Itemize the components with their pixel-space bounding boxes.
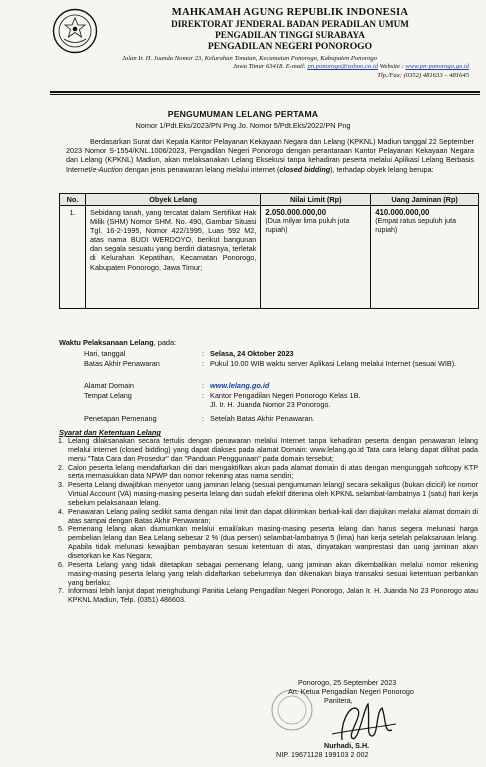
list-item [58, 508, 478, 526]
letterhead-line-2: DIREKTORAT JENDERAL BADAN PERADILAN UMUM [171, 19, 409, 29]
letterhead [100, 7, 480, 53]
term-number: 7. [58, 587, 64, 596]
term-text: Informasi lebih lanjut dapat menghubungi Panitia Lelang Pengadilan Negeri Ponorogo, Jalan Ir. H. Juanda No 23 Ponorogo atau KPKNL Madiun, Telp. (0351) 486603. [68, 587, 478, 605]
schedule-value-deadline: Pukul 10.00 WIB waktu server Aplikasi Lelang melalui Internet (sesuai WIB). [210, 359, 457, 368]
signature-role-2: Panitera, [324, 696, 353, 705]
auction-object-table [59, 193, 479, 309]
row-deposit: 410.000.000,00 [375, 208, 430, 217]
letterhead-line-4: PENGADILAN NEGERI PONOROGO [207, 41, 373, 52]
term-number: 1. [58, 437, 64, 445]
list-item [58, 437, 478, 464]
schedule-colon: : [202, 414, 205, 423]
schedule-label-domain: Alamat Domain [84, 381, 134, 390]
header-divider-thick [50, 91, 480, 93]
terms-list [58, 437, 478, 605]
term-number: 3. [58, 481, 64, 490]
schedule-heading-text: Waktu Pelaksanaan Lelang [59, 338, 154, 347]
term-number: 5. [58, 525, 64, 534]
header-limit: Nilai Limit (Rp) [261, 194, 371, 206]
table-header-row [60, 194, 479, 206]
announcement-title: PENGUMUMAN LELANG PERTAMA [167, 109, 319, 119]
schedule-value-place-address: Jl. Ir. H. Juanda Nomor 23 Ponorogo. [210, 400, 331, 409]
letterhead-line-1: MAHKAMAH AGUNG REPUBLIK INDONESIA [171, 7, 409, 18]
schedule-colon: : [202, 349, 205, 358]
schedule-heading-suffix: , pada: [153, 338, 177, 347]
schedule-heading [59, 338, 176, 347]
term-number: 4. [58, 507, 64, 516]
row-deposit-words: (Empat ratus sepuluh juta rupiah) [375, 217, 457, 234]
signature-place-date: Ponorogo, 25 September 2023 [298, 678, 397, 687]
schedule-colon: : [202, 391, 205, 400]
row-limit: 2.050.000.000,00 [265, 208, 327, 217]
schedule-value-date: Selasa, 24 Oktober 2023 [210, 349, 294, 358]
schedule-value-winner: Setelah Batas Akhir Penawaran. [210, 414, 315, 423]
schedule-label-deadline: Batas Akhir Penawaran [84, 359, 160, 368]
term-text: Peserta Lelang yang tidak ditetapkan sebagai pemenang lelang, uang jaminan akan dikembalikan melalui nomor rekening masing-masing peserta lelang yang telah didaftarkan sebelumnya dan dikenakan biaya transaksi sesuai ketentuan perbankan yang berlaku; [68, 560, 478, 587]
intro-text-3: ), terhadap obyek lelang berupa: [330, 164, 434, 174]
handwritten-signature [312, 690, 402, 750]
schedule-value-domain-link[interactable]: www.lelang.go.id [210, 381, 270, 390]
row-limit-words: (Dua milyar lima puluh juta rupiah) [265, 217, 350, 234]
list-item [58, 481, 478, 508]
court-emblem-logo [52, 8, 98, 54]
intro-text-2: dengan jenis penawaran lelang melalui internet ( [122, 164, 280, 174]
schedule-label-winner: Penetapan Pemenang [84, 414, 157, 423]
row-no: 1. [60, 206, 86, 309]
intro-text-1: Berdasarkan Surat dari Kepala Kantor Pelayanan Kekayaan Negara dan Lelang (KPKNL) Madiun tanggal 22 September 2023 Nomor S-1554/KNL.1006/2023, Pengadilan Negeri Ponorogo dengan perantaraan Kantor Pelayanan Kekayaan Negara dan Lelang (KPKNL) Madiun, akan melaksanakan Lelang Eksekusi tanpa kehadiran peserta melalui Aplikasi Lelang Berbasis Internet/ [66, 137, 474, 174]
list-item [58, 464, 478, 482]
signatory-name: Nurhadi, S.H. [324, 741, 370, 750]
schedule-colon: : [202, 359, 205, 368]
address-line-2b: Website : [378, 63, 406, 71]
schedule-label-date: Hari, tanggal [84, 349, 126, 358]
term-number: 6. [58, 560, 64, 569]
header-divider-thin [50, 94, 480, 95]
announcement-number: Nomor 1/Pdt.Eks/2023/PN Png Jo. Nomor 5/Pdt.Eks/2022/PN Png [135, 121, 351, 130]
header-deposit: Uang Jaminan (Rp) [371, 194, 479, 206]
intro-paragraph [66, 137, 474, 174]
term-number: 2. [58, 463, 64, 472]
term-text: Penawaran Lelang paling sedikit sama dengan nilai limit dan dapat dikirimkan berkali-kali dan diajukan melalui alamat domain di atas sampai dengan Batas Akhir Penawaran; [68, 507, 478, 525]
address-line-2a: Jawa Timur 63418. E-mail: [232, 63, 308, 71]
intro-closed-bidding: closed bidding [279, 164, 331, 174]
address-line-1: Jalan Ir. H. Juanda Nomor 23, Kelurahan Tonatan, Kecamatan Ponorogo, Kabupaten Ponorogo [122, 55, 377, 62]
schedule-colon: : [202, 381, 205, 390]
table-row [60, 206, 479, 309]
schedule-label-place: Tempat Lelang [84, 391, 132, 400]
term-text: Lelang dilaksanakan secara tertulis dengan penawaran melalui Internet tanpa kehadiran peserta dengan penawaran lelang melalui internet (closed bidding) yang dapat diakses pada alamat Domain: www.lelang.go.id Tata cara lelang dapat dilihat pada menu "Tata Cara dan Prosedur" dan "Panduan Penggunaan" pada domain tersebut; [68, 437, 478, 463]
row-object: Sebidang tanah, yang tercatat dalam Sertifikat Hak Milik (SHM) Nomor SHM. No. 490, Gambar Situasi Tgl. 16-2-1995, Nomor 422/1995, Luas 592 M2, atas nama BUDI WERDOYO, berikut bangunan dan segala sesuatu yang berdiri diatasnya, terletak di Kelurahan Kepatihan, Kecamatan Ponorogo, Kabupaten Ponorogo, Jawa Timur; [85, 206, 260, 309]
term-text: Pemenang lelang akan diumumkan melalui email/akun masing-masing peserta lelang dan harus segera melunasi harga pembelian lelang dan Bea Lelang sebesar 2 % (dua persen) selambat-lambatnya 5 (lima) hari kerja setelah pelaksanaan lelang. Apabila tidak melunasi kewajiban pembayaran sesuai ketentuan di atas, dinyatakan wanprestasi dan uang jaminan akan disetorkan ke Kas Negara; [68, 525, 478, 560]
website-link[interactable]: www.pn-ponorogo.go.id [405, 63, 469, 71]
term-text: Calon peserta lelang mendaftarkan diri dan mengaktifkan akun pada alamat domain di atas dengan mengunggah softcopy KTP serta memasukkan data NPWP dan nomor rekening atas nama sendiri; [68, 463, 478, 481]
phone-line: Tlp./Fax: (0352) 481633 – 481645 [377, 71, 469, 79]
email-link[interactable]: pn.ponorogo@yahoo.co.id [307, 63, 379, 71]
row-limit-cell [261, 206, 371, 309]
signatory-nip: NIP. 19671128 199103 2 002 [276, 750, 369, 759]
list-item [58, 525, 478, 560]
terms-heading: Syarat dan Ketentuan Lelang [59, 428, 161, 437]
list-item [58, 587, 478, 605]
term-text: Peserta Lelang diwajibkan menyetor uang jaminan lelang (sesuai pengumuman lelang) secara sekaligus (bukan dicicil) ke nomor Virtual Account (VA) masing-masing peserta lelang dan sudah efektif diterima oleh KPKNL selambat-lambatnya 1 (satu) hari kerja sebelum pelaksanaan lelang. [68, 481, 478, 507]
letterhead-address [122, 55, 477, 80]
header-object: Obyek Lelang [85, 194, 260, 206]
letterhead-line-3: PENGADILAN TINGGI SURABAYA [215, 30, 365, 40]
intro-eauction: e-Auction [92, 164, 123, 174]
list-item [58, 561, 478, 588]
row-deposit-cell [371, 206, 479, 309]
schedule-value-place: Kantor Pengadilan Negeri Ponorogo Kelas 1B. [210, 391, 361, 400]
header-no: No. [60, 194, 86, 206]
signature-role-1: An. Ketua Pengadilan Negeri Ponorogo [288, 687, 414, 696]
